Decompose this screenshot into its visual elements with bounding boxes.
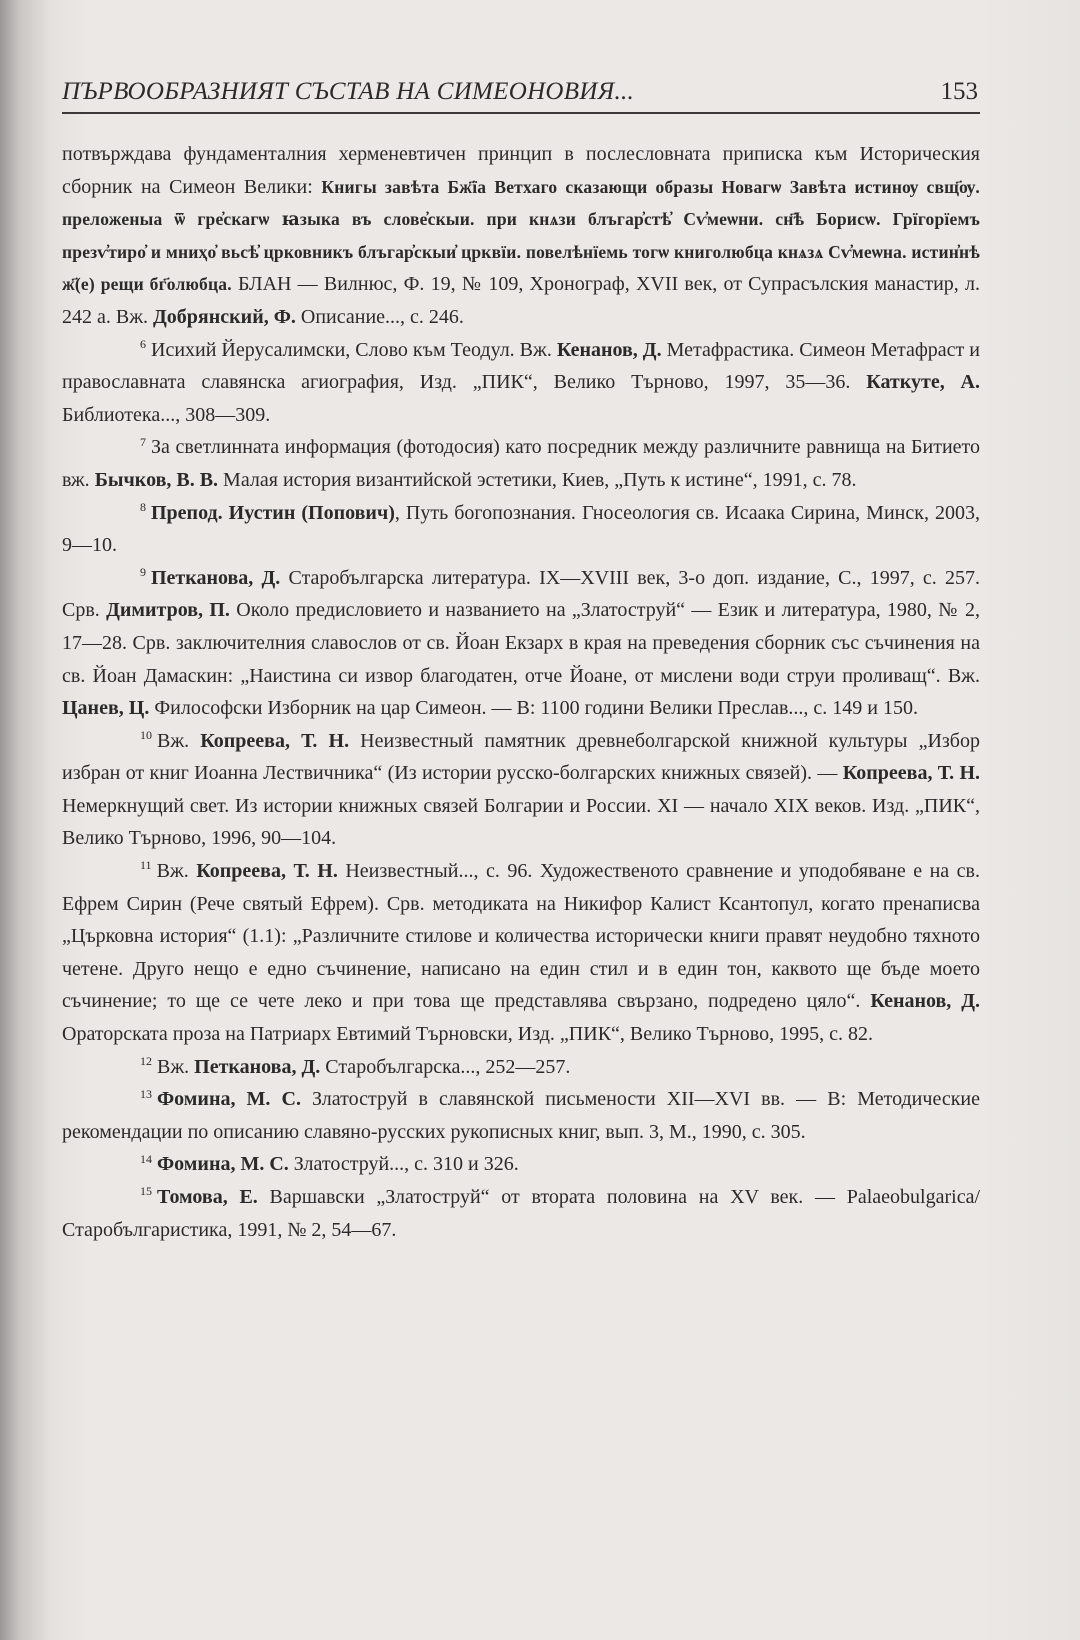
author-name: Кенанов, Д. <box>556 338 662 361</box>
footnote-11: $^{11}$ Вж. Копреева, Т. Н. Неизвестный..., с. 96. Художественото сравнение и уподобяване е на св. Ефрем Сирин (Рече святый Ефрем). Срв. методиката на Никифор Калист Ксантопул, когато пренаписва „Църковна история“ (1.1): „Различните стилове и количества исторически книги правят неудобно тяхното четене. Друго нещо е едно съчинение, написано на един стил и в един тон, каквото ще бъде моето съчинение; то ще се чете леко и при това ще представлява свързано, подредено цяло“. Кенанов, Д. Ораторската проза на Патриарх Евтимий Търновски, Изд. „ПИК“, Велико Търново, 1995, с. 82. <box>62 858 980 1046</box>
author-name: Димитров, П. <box>106 599 230 622</box>
footnote-8: $^8$ Препод. Иустин (Попович), Путь богопознания. Гносеология св. Исаака Сирина, Минск, 2003, 9—10. <box>62 499 980 557</box>
footnote-number: 8 <box>140 499 146 514</box>
footnotes <box>62 138 980 1246</box>
author-name: Томова, Е. <box>157 1186 258 1208</box>
author-name: Препод. Иустин (Попович) <box>151 501 395 524</box>
footnote-13: $^{13}$ Фомина, М. С. Златоструй в славянской письмености XII—XVI вв. — В: Методические рекомендации по описанию славяно-русских рукописных книг, вып. 3, М., 1990, с. 305. <box>62 1086 980 1143</box>
footnote-5-continuation: потвърждава фундаменталния херменевтичен принцип в послесловната приписка към Историческия сборник на Симеон Велики: Книгы завѣта Бж҃їа Ветхаго сказающи образы Новагѡ Завѣта истинѹ свщ҃ѹ. преложеныа ѿ гре҆скагѡ ꙗзыка въ слове҆скыи. при кнѧзи блъгар҆стѣ҆ Сѵ҆меѡни. сн҃ѣ Борисѡ. Грїгорїемъ презѵ҆тиро҆ и мниҳо҆ вьсѣ҆ црковникъ блъгар҆скыи҆ црквїи. повелѣнїемь тогѡ книголюбца кнѧзѧ Сѵ҆меѡна. истин҆нѣ ж҃(е) рещи бг҃олюбца. БЛАН — Вилнюс, Ф. 19, № 109, Хронограф, XVII век, от Супрасълския манастир, л. 242 а. Вж. Добрянский, Ф. Описание..., с. 246. <box>62 143 981 328</box>
footnote-7: $^7$ За светлинната информация (фотодосия) като посредник между различните равнища на Битието вж. Бычков, В. В. Малая история византийской эстетики, Киев, „Путь к истине“, 1991, с. 78. <box>62 434 980 491</box>
footnote-number: 6 <box>140 336 146 351</box>
author-name: Бычков, В. В. <box>94 468 219 491</box>
footnote-number: 13 <box>140 1086 152 1101</box>
author-name: Копреева, Т. Н. <box>842 762 981 785</box>
footnote-15: $^{15}$ Томова, Е. Варшавски „Златоструй“ от втората половина на XV век. — Palaeobulgarica/Старобългаристика, 1991, № 2, 54—67. <box>62 1184 981 1241</box>
author-name: Каткуте, А. <box>866 371 980 394</box>
footnote-number: 15 <box>140 1184 152 1199</box>
footnote-number: 7 <box>140 434 146 449</box>
author-name: Цанев, Ц. <box>62 697 150 720</box>
footnote-6: $^6$ Исихий Йерусалимски, Слово към Теодул. Вж. Кенанов, Д. Метафрастика. Симеон Метафраст и православната славянска агиография, Изд. „ПИК“, Велико Търново, 1997, 35—36. Каткуте, А. Библиотека..., 308—309. <box>62 336 980 426</box>
author-name: Добрянский, Ф. <box>153 305 296 328</box>
footnote-10: $^{10}$ Вж. Копреева, Т. Н. Неизвестный памятник древнеболгарской книжной культуры „Избор избран от книг Иоанна Лествичника“ (Из истории русско-болгарских книжных связей). — Копреева, Т. Н. Немеркнущий свет. Из истории книжных связей Болгарии и России. XI — начало XIX веков. Изд. „ПИК“, Велико Търново, 1996, 90—104. <box>62 728 981 850</box>
author-name: Фомина, М. С. <box>157 1153 289 1176</box>
footnote-number: 10 <box>140 728 152 743</box>
author-name: Копреева, Т. Н. <box>200 729 350 752</box>
author-name: Кенанов, Д. <box>870 990 980 1013</box>
page-header <box>62 78 980 114</box>
page-number: 153 <box>940 78 978 105</box>
footnote-number: 12 <box>140 1053 152 1068</box>
footnote-9: $^9$ Петканова, Д. Старобългарска литература. IX—XVIII век, 3-о доп. издание, С., 1997, с. 257. Срв. Димитров, П. Около предисловието и названието на „Златоструй“ — Език и литература, 1980, № 2, 17—28. Срв. заключителния славослов от св. Йоан Екзарх в края на преведения сборник със съчинения на св. Йоан Дамаскин: „Наистина си извор благодатен, отче Йоане, от мислени води струи проливащ“. Вж. Цанев, Ц. Философски Изборник на цар Симеон. — В: 1100 години Велики Преслав..., с. 149 и 150. <box>62 565 980 720</box>
footnote-14: $^{14}$ Фомина, М. С. Златоструй..., с. 310 и 326. <box>140 1151 519 1176</box>
church-slavonic-quote: Книгы завѣта Бж҃їа Ветхаго сказающи образы Новагѡ Завѣта истинѹ свщ҃ѹ. преложеныа ѿ гре҆скагѡ ꙗзыка въ слове҆скыи. при кнѧзи блъгар҆стѣ҆ Сѵ҆меѡни. сн҃ѣ Борисѡ. Грїгорїемъ презѵ҆тиро҆ и мниҳо҆ вьсѣ҆ црковникъ блъгар҆скыи҆ црквїи. повелѣнїемь тогѡ книголюбца кнѧзѧ Сѵ҆меѡна. истин҆нѣ ж҃(е) рещи бг҃олюбца. <box>62 176 981 295</box>
author-name: Петканова, Д. <box>194 1055 321 1078</box>
author-name: Фомина, М. С. <box>157 1088 301 1111</box>
author-name: Петканова, Д. <box>151 566 281 589</box>
author-name: Копреева, Т. Н. <box>196 860 338 883</box>
footnote-number: 9 <box>140 565 146 580</box>
running-head: ПЪРВООБРАЗНИЯТ СЪСТАВ НА СИМЕОНОВИЯ... <box>62 78 635 105</box>
footnote-number: 14 <box>140 1151 152 1166</box>
footnote-number: 11 <box>140 858 152 873</box>
footnote-12: $^{12}$ Вж. Петканова, Д. Старобългарска..., 252—257. <box>140 1053 571 1078</box>
